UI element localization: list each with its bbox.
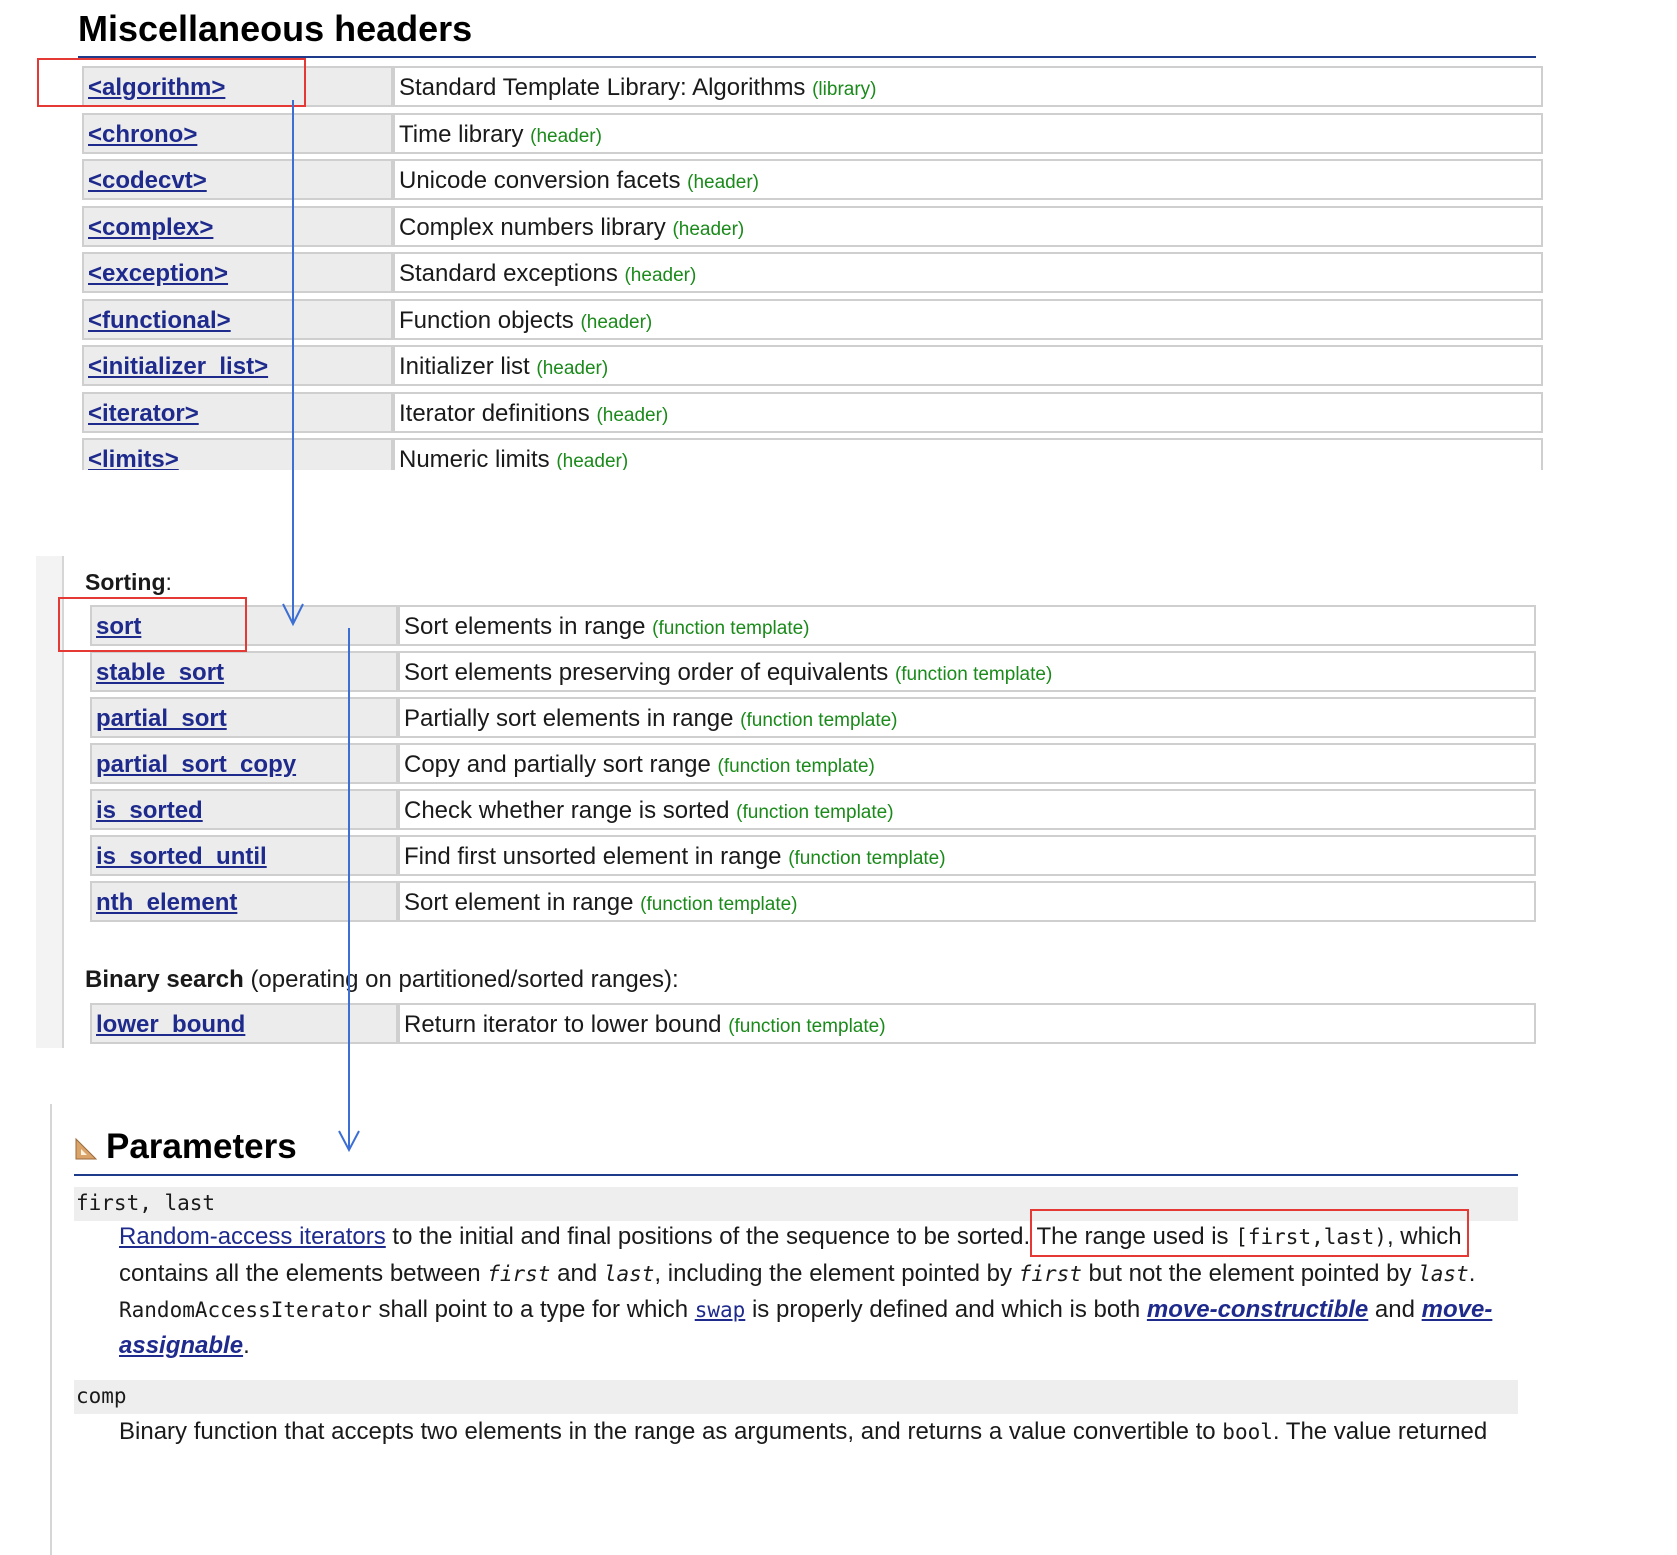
swap-link[interactable]: swap xyxy=(694,1298,746,1322)
bool-code: bool xyxy=(1222,1420,1273,1444)
row-description xyxy=(399,400,668,428)
row-type-tag: (function template) xyxy=(740,710,898,731)
line2-text4: but not the element pointed by xyxy=(1081,1260,1419,1287)
param-comp-desc xyxy=(119,1418,1487,1446)
row-name-link[interactable]: <chrono> xyxy=(88,120,198,148)
highlight-sort xyxy=(58,597,247,652)
random-access-iterator-code: RandomAccessIterator xyxy=(119,1298,372,1322)
row-desc-text: Time library xyxy=(399,120,524,148)
row-desc-cell xyxy=(393,345,1543,386)
line2-text2: and xyxy=(550,1260,604,1287)
code-last-2: last xyxy=(1418,1262,1469,1286)
binary-search-heading xyxy=(85,966,679,994)
binary-search-label: Binary search xyxy=(85,966,244,993)
row-desc-cell xyxy=(393,252,1543,293)
row-desc-cell xyxy=(398,743,1536,784)
row-name-link[interactable]: <initializer_list> xyxy=(88,353,269,380)
row-name-cell xyxy=(82,159,393,200)
row-desc-cell xyxy=(398,789,1536,830)
row-description xyxy=(399,74,877,102)
row-description xyxy=(399,353,608,381)
range-code: [first,last) xyxy=(1235,1225,1387,1249)
param-comp-name: comp xyxy=(76,1384,127,1408)
row-description xyxy=(399,167,759,195)
row-name-cell xyxy=(82,345,393,386)
row-name-link[interactable]: lower_bound xyxy=(96,1011,246,1038)
line3-text1: shall point to a type for which xyxy=(371,1296,695,1323)
row-desc-text: Unicode conversion facets xyxy=(399,167,681,194)
row-name-cell xyxy=(82,206,393,247)
params-title-rule xyxy=(74,1174,1518,1176)
row-type-tag: (header) xyxy=(687,172,759,193)
row-name-link[interactable]: is_sorted xyxy=(96,797,203,824)
row-name-link[interactable]: <functional> xyxy=(88,306,231,334)
params-title: Parameters xyxy=(106,1127,297,1166)
row-description xyxy=(404,797,894,825)
row-name-link[interactable]: <algorithm> xyxy=(88,74,226,101)
row-type-tag: (function template) xyxy=(652,618,810,639)
comp-text1: Binary function that accepts two elements in the range as arguments, and returns a value convertible to xyxy=(119,1418,1223,1445)
param-comp-header xyxy=(74,1380,1518,1414)
row-desc-cell xyxy=(398,651,1536,692)
move-assignable-link-part2[interactable]: assignable xyxy=(119,1332,244,1359)
row-name-link[interactable]: <complex> xyxy=(88,213,214,241)
row-name-cell xyxy=(90,835,398,876)
params-side-rule xyxy=(50,1104,52,1555)
line2-text3: , including the element pointed by xyxy=(654,1260,1019,1287)
row-description xyxy=(404,843,946,871)
row-name-cell xyxy=(82,438,393,470)
row-desc-cell xyxy=(398,605,1536,646)
line2-text1: contains all the elements between xyxy=(119,1260,488,1287)
row-type-tag: (function template) xyxy=(640,894,798,915)
row-name-link[interactable]: <codecvt> xyxy=(88,167,207,194)
row-name-link[interactable]: nth_element xyxy=(96,889,238,916)
row-desc-text: Standard exceptions xyxy=(399,260,618,287)
row-type-tag: (function template) xyxy=(736,802,894,823)
row-description xyxy=(404,1011,886,1039)
line1-text1: to the initial and final positions of the sequence to be sorted. xyxy=(385,1223,1037,1250)
row-desc-text: Iterator definitions xyxy=(399,399,590,427)
row-type-tag: (header) xyxy=(536,358,609,379)
row-type-tag: (header) xyxy=(624,265,697,286)
row-desc-text: Return iterator to lower bound xyxy=(404,1011,722,1038)
code-first: first xyxy=(487,1262,551,1286)
highlight-algorithm xyxy=(37,58,306,107)
row-desc-cell xyxy=(393,392,1543,433)
move-assignable-link-part1[interactable]: move- xyxy=(1421,1296,1493,1323)
row-description xyxy=(399,307,652,335)
row-description xyxy=(404,659,1052,687)
row-type-tag: (header) xyxy=(530,125,602,147)
sorting-heading-colon: : xyxy=(165,569,172,595)
row-description xyxy=(399,260,696,288)
row-desc-text: Initializer list xyxy=(399,353,530,380)
row-type-tag: (function template) xyxy=(717,756,875,777)
row-desc-cell xyxy=(393,438,1543,470)
row-name-cell xyxy=(90,1003,398,1044)
row-desc-cell xyxy=(398,1003,1536,1044)
row-desc-text: Check whether range is sorted xyxy=(404,797,730,824)
line3-text2: is properly defined and which is both xyxy=(745,1296,1147,1323)
row-desc-text: Find first unsorted element in range xyxy=(404,843,782,870)
param-first-last-name: first, last xyxy=(76,1191,216,1215)
row-description xyxy=(399,214,744,242)
arrowhead-parameters xyxy=(339,1131,359,1150)
row-name-cell xyxy=(82,392,393,433)
row-desc-cell xyxy=(398,835,1536,876)
row-name-link[interactable]: partial_sort_copy xyxy=(96,751,297,778)
set-square-icon xyxy=(74,1137,98,1161)
row-name-cell xyxy=(90,651,398,692)
row-name-cell xyxy=(82,113,393,154)
row-desc-text: Standard Template Library: Algorithms xyxy=(399,74,806,101)
row-description xyxy=(399,446,628,470)
row-desc-cell xyxy=(393,113,1543,154)
row-desc-text: Sort elements preserving order of equivalents xyxy=(404,659,889,686)
row-desc-text: Numeric limits xyxy=(399,446,550,470)
param-first-last-line2 xyxy=(119,1260,1475,1288)
line3-text3: and xyxy=(1368,1296,1422,1323)
row-desc-cell xyxy=(393,299,1543,340)
highlight-range xyxy=(1030,1209,1469,1257)
misc-title: Miscellaneous headers xyxy=(78,8,473,49)
random-access-iterators-link[interactable]: Random-access iterators xyxy=(119,1223,386,1250)
row-type-tag: (function template) xyxy=(894,664,1053,685)
sorting-heading-label: Sorting xyxy=(85,569,166,595)
row-description xyxy=(404,613,810,641)
row-desc-text: Sort elements in range xyxy=(404,613,646,640)
param-first-last-line4 xyxy=(119,1332,250,1360)
row-description xyxy=(404,751,875,779)
sorting-heading xyxy=(85,569,172,596)
row-type-tag: (header) xyxy=(556,451,629,470)
row-name-link[interactable]: partial_sort xyxy=(96,705,227,732)
row-name-link[interactable]: <exception> xyxy=(88,260,229,287)
line4-text1: . xyxy=(243,1332,250,1359)
code-first-2: first xyxy=(1018,1262,1082,1286)
line1-text2: The range used is xyxy=(1036,1223,1236,1250)
row-description xyxy=(399,121,602,149)
line2-text5: . xyxy=(1468,1260,1476,1287)
row-name-link[interactable]: <iterator> xyxy=(88,399,199,427)
row-desc-text: Complex numbers library xyxy=(399,213,666,241)
row-type-tag: (header) xyxy=(672,218,745,240)
row-name-link[interactable]: sort xyxy=(96,613,142,640)
row-desc-text: Function objects xyxy=(399,306,574,334)
move-constructible-link[interactable]: move-constructible xyxy=(1146,1296,1369,1323)
row-name-link[interactable]: is_sorted_until xyxy=(96,843,267,870)
row-description xyxy=(404,889,798,917)
row-desc-cell xyxy=(398,881,1536,922)
row-type-tag: (function template) xyxy=(788,848,946,869)
row-name-cell xyxy=(82,252,393,293)
row-desc-cell xyxy=(393,66,1543,107)
row-name-cell xyxy=(90,697,398,738)
row-name-cell xyxy=(90,881,398,922)
row-desc-text: Partially sort elements in range xyxy=(404,705,734,732)
code-last: last xyxy=(603,1262,655,1286)
row-desc-cell xyxy=(398,697,1536,738)
row-name-link[interactable]: <limits> xyxy=(88,446,179,470)
row-name-cell xyxy=(82,299,393,340)
row-type-tag: (header) xyxy=(580,311,653,333)
param-first-last-line3 xyxy=(119,1296,1492,1324)
row-name-cell xyxy=(90,789,398,830)
row-type-tag: (library) xyxy=(812,79,877,100)
binary-search-note: (operating on partitioned/sorted ranges): xyxy=(250,966,679,993)
row-type-tag: (function template) xyxy=(728,1016,886,1037)
row-desc-text: Copy and partially sort range xyxy=(404,751,711,778)
row-desc-cell xyxy=(393,159,1543,200)
row-description xyxy=(404,705,898,733)
row-name-cell xyxy=(90,743,398,784)
line1-text3: , which xyxy=(1386,1223,1462,1250)
row-name-link[interactable]: stable_sort xyxy=(96,659,225,686)
comp-text2: . The value returned xyxy=(1272,1418,1488,1445)
row-type-tag: (header) xyxy=(596,404,669,426)
row-desc-text: Sort element in range xyxy=(404,889,634,916)
row-desc-cell xyxy=(393,206,1543,247)
